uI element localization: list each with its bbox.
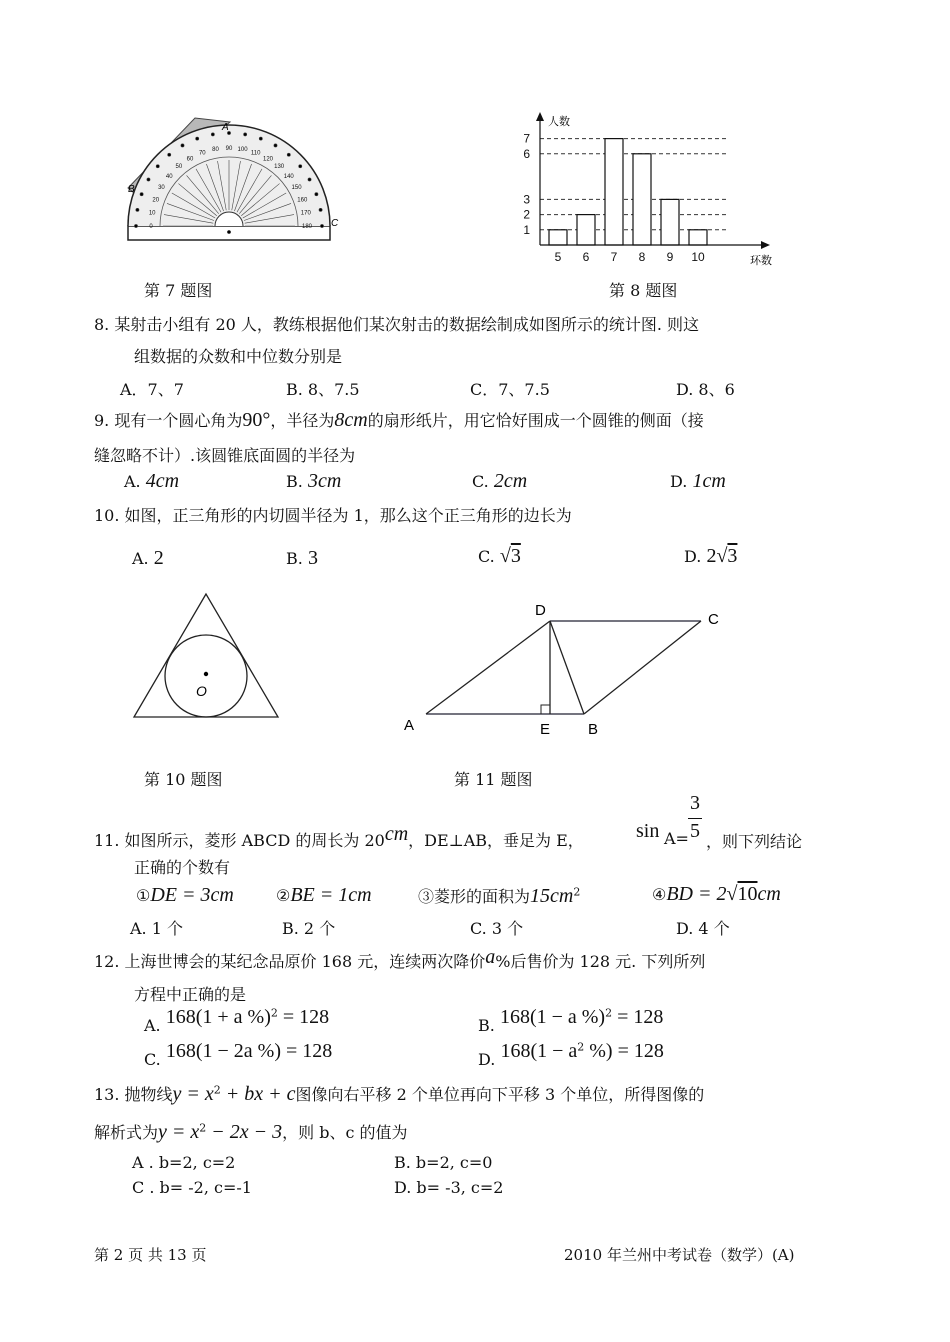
- protractor-dot-20: [140, 193, 143, 196]
- protractor-label-110: 110: [250, 150, 261, 157]
- x-tick-5: 5: [554, 250, 562, 264]
- q12-line2: 方程中正确的是: [134, 985, 247, 1004]
- q11-option-d: D. 4 个: [676, 919, 730, 938]
- x-tick-9: 9: [666, 250, 674, 264]
- protractor-dot-130: [287, 153, 290, 156]
- x-tick-6: 6: [582, 250, 590, 264]
- protractor-dot-0: [134, 224, 137, 227]
- q11-frac-bar: [688, 818, 702, 819]
- q9-line1: 9. 现有一个圆心角为90°，半径为8cm的扇形纸片，用它恰好围成一个圆锥的侧面（接: [94, 409, 704, 431]
- q9-option-c: C. 2cm: [472, 470, 528, 492]
- q11-line1: 11. 如图所示，菱形 ABCD 的周长为 20cm，DE⊥AB，垂足为 E，: [94, 823, 584, 850]
- q8-option-c: C．7、7.5: [470, 380, 550, 399]
- q11-frac-num: 3: [690, 792, 700, 814]
- q11-statement-2: ②BE = 1cm: [276, 884, 372, 906]
- protractor-label-b: B: [128, 184, 135, 195]
- protractor-dot-120: [274, 144, 277, 147]
- fig10-caption: 第 10 题图: [144, 770, 223, 789]
- q8-line1: 8. 某射击小组有 20 人，教练根据他们某次射击的数据绘制成如图所示的统计图. 则这: [94, 315, 700, 334]
- footer-page-number: 第 2 页 共 13 页: [94, 1246, 207, 1264]
- q10-option-a: A. 2: [132, 547, 164, 569]
- q11-line1-end: ，则下列结论: [706, 832, 803, 851]
- protractor-dot-10: [136, 208, 139, 211]
- footer-exam-title: 2010 年兰州中考试卷（数学）(A): [564, 1246, 795, 1264]
- protractor-dot-160: [315, 193, 318, 196]
- q9-option-d: D. 1cm: [670, 470, 726, 492]
- q12-option-b: B. 168(1 − a %)$^2$ = 128: [478, 1006, 664, 1035]
- point-b-label: B: [588, 721, 599, 738]
- protractor-dot-180: [320, 224, 323, 227]
- q9-radius: 8cm: [334, 409, 368, 431]
- bar-10: [689, 230, 707, 245]
- q12-option-a: A. 168(1 + a %)$^2$ = 128: [144, 1006, 330, 1035]
- x-tick-10: 10: [691, 250, 705, 264]
- q11-option-c: C. 3 个: [470, 919, 524, 938]
- fig10-triangle: [128, 590, 284, 720]
- center-label: O: [196, 683, 207, 699]
- q10-line1: 10. 如图，正三角形的内切圆半径为 1，那么这个正三角形的边长为: [94, 506, 572, 525]
- q8-line2: 组数据的众数和中位数分别是: [134, 347, 343, 366]
- q11-statement-1: ①DE = 3cm: [136, 884, 234, 906]
- protractor-label-20: 20: [152, 197, 160, 204]
- protractor-figure: [120, 108, 340, 244]
- q8-option-b: B. 8、7.5: [286, 380, 360, 399]
- protractor-label-80: 80: [212, 147, 219, 154]
- protractor-dot-140: [299, 165, 302, 168]
- q9-line2: 缝忽略不计）.该圆锥底面圆的半径为: [94, 446, 356, 465]
- point-c-label: C: [708, 611, 719, 628]
- x-tick-7: 7: [610, 250, 618, 264]
- protractor-label-50: 50: [175, 164, 183, 171]
- bar-chart: [510, 108, 780, 270]
- point-e-label: E: [540, 721, 551, 738]
- bar-6: [577, 215, 595, 245]
- q9-angle: 90°: [242, 409, 271, 431]
- protractor-dot-40: [156, 165, 159, 168]
- protractor-dot-30: [147, 178, 150, 181]
- protractor-label-140: 140: [283, 173, 294, 180]
- q12-line1: 12. 上海世博会的某纪念品原价 168 元，连续两次降价a%后售价为 128 元. 下列所列: [94, 946, 706, 971]
- protractor-label-c: C: [331, 218, 339, 229]
- y-tick-1: 1: [523, 222, 530, 237]
- protractor-dot-50: [168, 153, 171, 156]
- y-tick-2: 2: [523, 207, 530, 222]
- q11-statement-4: ④BD = 2√10cm: [652, 883, 781, 905]
- protractor-label-100: 100: [237, 147, 248, 154]
- q10-option-b: B. 3: [286, 547, 318, 569]
- q11-option-a: A. 1 个: [130, 919, 183, 938]
- center-point: [204, 672, 208, 676]
- bar-8: [633, 154, 651, 245]
- fig11-rhombus: [396, 596, 732, 746]
- chart-xlabel: 环数: [750, 255, 772, 267]
- chart-ylabel: 人数: [548, 116, 570, 128]
- fig8-caption: 第 8 题图: [609, 281, 678, 300]
- protractor-dot-150: [308, 178, 311, 181]
- q12-option-d: D. $168(1 - a^2$ %) = 128: [478, 1040, 664, 1069]
- y-tick-6: 6: [523, 146, 530, 161]
- protractor-label-a: A: [222, 122, 229, 133]
- protractor-label-180: 180: [301, 224, 313, 230]
- q11-frac-den: 5: [690, 820, 700, 842]
- q11-sin-tail: A=: [664, 829, 689, 848]
- protractor-dot-170: [319, 208, 322, 211]
- q13-line2: 解析式为$y = x^2 - 2x - 3$，则 b、c 的值为: [94, 1121, 408, 1143]
- protractor-label-150: 150: [291, 185, 302, 191]
- q10-option-c: C. √3: [478, 545, 521, 567]
- protractor-label-30: 30: [158, 185, 165, 191]
- fig7-caption: 第 7 题图: [144, 281, 213, 300]
- protractor-label-10: 10: [148, 210, 156, 217]
- q13-option-b: B. b=2, c=0: [394, 1153, 493, 1172]
- point-a-label: A: [404, 717, 415, 734]
- bar-9: [661, 199, 679, 245]
- protractor-label-160: 160: [297, 197, 308, 204]
- protractor-label-0: 0: [149, 224, 153, 230]
- protractor-dot-110: [259, 137, 262, 140]
- y-tick-3: 3: [523, 192, 530, 207]
- q11-option-b: B. 2 个: [282, 919, 336, 938]
- q12-option-c: C. 168(1 − 2a %) = 128: [144, 1040, 333, 1069]
- q9-option-b: B. 3cm: [286, 470, 342, 492]
- bar-7: [605, 139, 623, 245]
- q11-line2: 正确的个数有: [134, 858, 231, 877]
- q11-sin: sin: [636, 820, 660, 842]
- protractor-label-120: 120: [262, 156, 274, 163]
- point-d-label: D: [535, 602, 546, 619]
- bar-5: [549, 230, 567, 245]
- protractor-dot-100: [244, 133, 247, 136]
- y-tick-7: 7: [523, 131, 530, 146]
- q13-option-d: D. b= -3, c=2: [394, 1178, 504, 1197]
- q8-option-a: A．7、7: [120, 380, 184, 399]
- q8-option-d: D. 8、6: [676, 380, 735, 399]
- protractor-label-60: 60: [186, 156, 194, 163]
- q11-statement-3: ③菱形的面积为$15cm^2$: [418, 885, 581, 907]
- q13-line1: 13. 抛物线$y = x^2$ + bx + c图像向右平移 2 个单位再向下平移 3 个单位，所得图像的: [94, 1083, 705, 1105]
- protractor-dot-60: [181, 144, 184, 147]
- protractor-label-40: 40: [165, 173, 173, 180]
- q13-option-a: A . b=2, c=2: [132, 1153, 236, 1172]
- q9-option-a: A. 4cm: [124, 470, 180, 492]
- protractor-dot-80: [211, 133, 214, 136]
- protractor-label-90: 90: [225, 146, 233, 152]
- protractor-label-130: 130: [274, 164, 285, 171]
- protractor-dot-70: [196, 137, 199, 140]
- x-tick-8: 8: [638, 250, 646, 264]
- q13-option-c: C . b= -2, c=-1: [132, 1178, 252, 1197]
- protractor-label-170: 170: [300, 210, 311, 217]
- fig11-caption: 第 11 题图: [454, 770, 533, 789]
- protractor-label-70: 70: [198, 150, 206, 157]
- q10-option-d: D. 2√3: [684, 545, 738, 567]
